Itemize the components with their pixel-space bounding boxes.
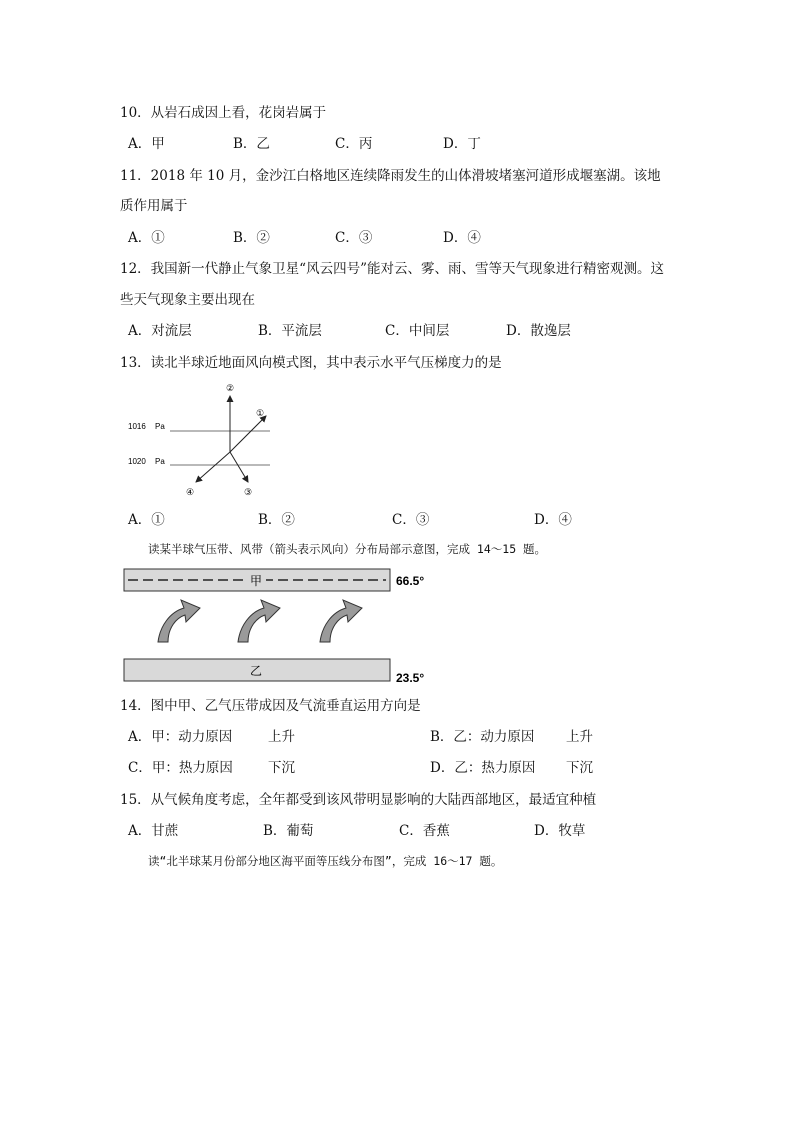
isobar-1020-unit: Pa: [155, 457, 165, 466]
latitude-23-5: 23.5°: [396, 671, 425, 685]
wind-arrow-2: [238, 600, 280, 642]
wind-arrow-3: [320, 600, 362, 642]
arrow-4: [196, 452, 230, 482]
pressure-belt-diagram: [122, 566, 442, 684]
q14-option-c-dir: 下沉: [268, 760, 295, 776]
wind-arrow-1: [158, 600, 200, 642]
isobar-1016-unit: Pa: [155, 422, 165, 431]
q12-option-a: A．对流层: [128, 323, 192, 339]
q12-option-b: B．平流层: [258, 323, 322, 339]
q14-option-a-dir: 上升: [268, 729, 295, 745]
q14-option-d: D．乙：热力原因: [430, 760, 536, 776]
q12-stem-line1: 12．我国新一代静止气象卫星“风云四号”能对云、雾、雨、雪等天气现象进行精密观测。这: [120, 261, 664, 277]
q10-option-a: A．甲: [128, 136, 165, 152]
q15-option-d: D．牧草: [534, 823, 586, 839]
q14-option-d-dir: 下沉: [566, 760, 593, 776]
q13-stem: 13．读北半球近地面风向模式图，其中表示水平气压梯度力的是: [120, 355, 502, 371]
wind-direction-diagram: [120, 380, 290, 500]
q14-option-c: C．甲：热力原因: [128, 760, 233, 776]
q15-option-b: B．葡萄: [263, 823, 314, 839]
arrow-label-2: ②: [226, 383, 235, 393]
q10-option-b: B．乙: [233, 136, 270, 152]
q11-option-b: B．②: [233, 230, 270, 246]
isobar-1016-label: 1016: [128, 422, 146, 431]
q14-stem: 14．图中甲、乙气压带成因及气流垂直运用方向是: [120, 698, 421, 714]
q15-stem: 15．从气候角度考虑，全年都受到该风带明显影响的大陆西部地区，最适宜种植: [120, 792, 597, 808]
q14-option-b-dir: 上升: [566, 729, 593, 745]
arrow-label-3: ③: [244, 487, 253, 497]
q13-option-c: C．③: [392, 512, 430, 528]
q10-option-c: C．丙: [335, 136, 373, 152]
q11-option-a: A．①: [128, 230, 165, 246]
q10-option-d: D．丁: [443, 136, 481, 152]
q15-option-c: C．香蕉: [399, 823, 450, 839]
q12-option-d: D．散逸层: [506, 323, 571, 339]
q13-option-b: B．②: [258, 512, 295, 528]
q13-option-a: A．①: [128, 512, 165, 528]
belt-jia-label: 甲: [250, 574, 263, 588]
intro-14-15: 读某半球气压带、风带（箭头表示风向）分布局部示意图，完成 14～15 题。: [148, 542, 547, 556]
q14-option-b: B．乙：动力原因: [430, 729, 535, 745]
isobar-1020-label: 1020: [128, 457, 146, 466]
q11-option-c: C．③: [335, 230, 373, 246]
q11-stem-line2: 质作用属于: [120, 198, 188, 214]
arrow-label-1: ①: [256, 408, 265, 418]
intro-16-17: 读“北半球某月份部分地区海平面等压线分布图”，完成 16～17 题。: [148, 854, 503, 868]
q12-option-c: C．中间层: [385, 323, 450, 339]
q14-option-a: A．甲：动力原因: [128, 729, 233, 745]
belt-yi-label: 乙: [250, 664, 263, 678]
q11-stem-line1: 11．2018 年 10 月，金沙江白格地区连续降雨发生的山体滑坡堵塞河道形成堰塞湖。该地: [120, 168, 661, 184]
q12-stem-line2: 些天气现象主要出现在: [120, 292, 255, 308]
arrow-3: [230, 452, 248, 482]
arrow-1: [230, 416, 266, 452]
q13-option-d: D．④: [534, 512, 572, 528]
q11-option-d: D．④: [443, 230, 481, 246]
arrow-label-4: ④: [186, 487, 195, 497]
latitude-66-5: 66.5°: [396, 574, 425, 588]
q15-option-a: A．甘蔗: [128, 823, 179, 839]
q10-stem: 10．从岩石成因上看，花岗岩属于: [120, 105, 327, 121]
